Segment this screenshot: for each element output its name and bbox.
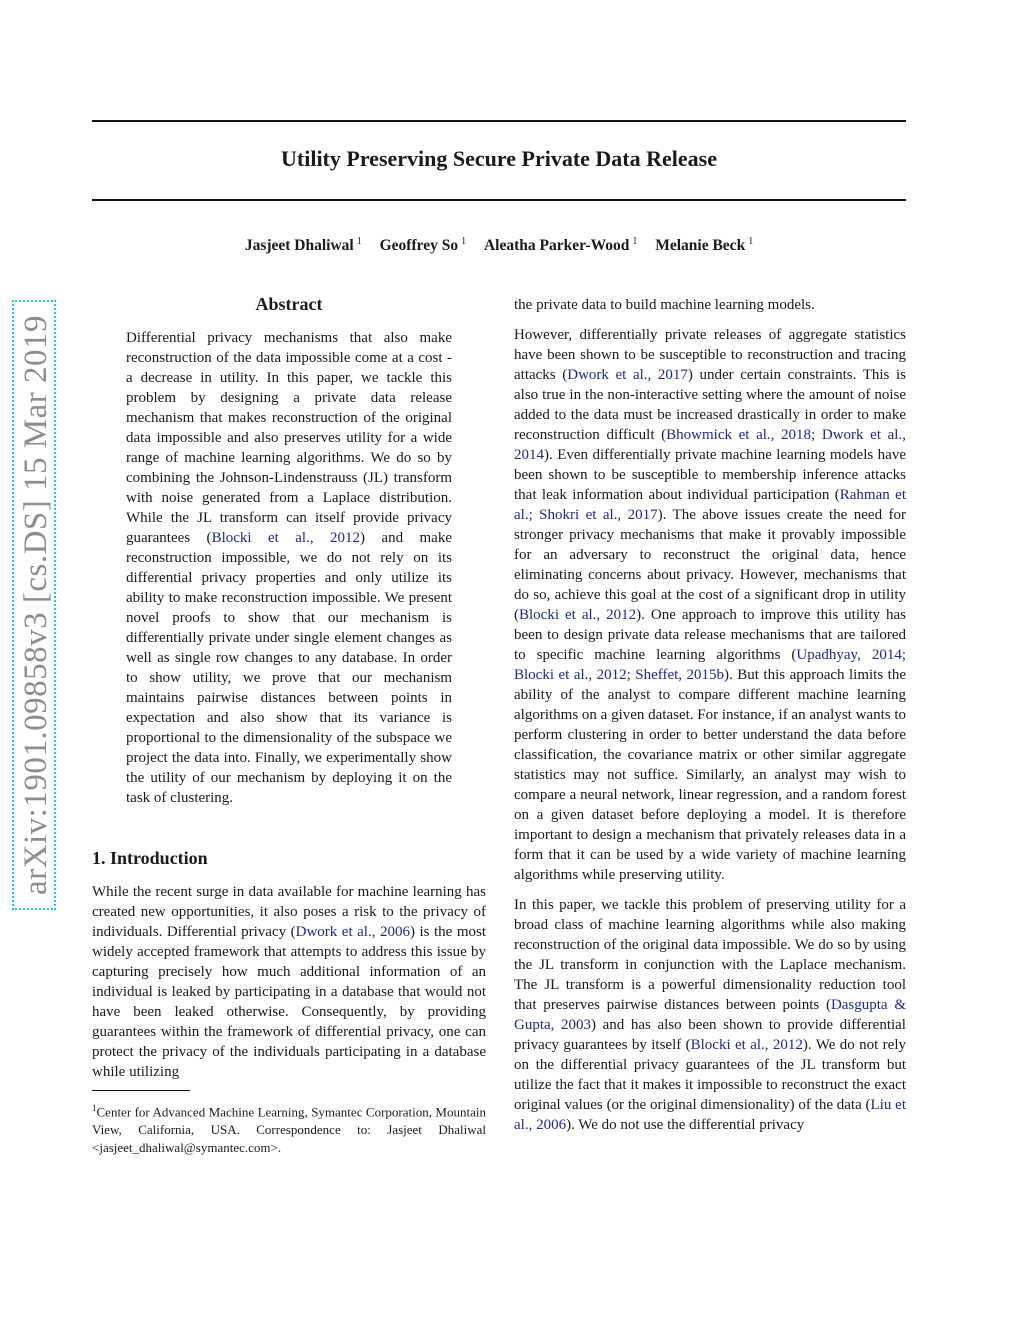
right-column: [514, 295, 906, 1145]
intro-paragraph-1-continued: the private data to build machine learning models.: [514, 297, 815, 313]
affiliation-footnote: $^1$Center for Advanced Machine Learning, Symantec Corporation, Mountain View, California, USA. Correspondence to: Jasjeet Dhaliwal <jasjeet_dhaliwal@symantec.com>.: [92, 1103, 486, 1156]
arxiv-identifier[interactable]: arXiv:1901.09858v3 [cs.DS] 15 Mar 2019: [12, 300, 56, 910]
author: Jasjeet Dhaliwal $^1$: [244, 236, 362, 255]
citation-link[interactable]: Blocki et al., 2012: [519, 607, 637, 623]
title-rule-top: [92, 120, 906, 122]
author-list: [92, 236, 906, 255]
introduction-heading: 1. Introduction: [92, 848, 208, 868]
intro-paragraph-1: While the recent surge in data available for machine learning has created new opportunities, it also poses a risk to the privacy of individuals. Differential privacy (Dwork et al., 2006) is the most widely accepted framework that attempts to address this issue by capturing precisely how much additional information of an individual is leaked by participating in a database that would not have been leaked otherwise. Consequently, by providing guarantees within the framework of differential privacy, one can protect the privacy of the individuals participating in a database while utilizing: [92, 884, 487, 1080]
author: Aleatha Parker-Wood $^1$: [483, 236, 638, 255]
footnote-rule: [92, 1090, 190, 1091]
author: Geoffrey So $^1$: [379, 236, 467, 255]
abstract-body: Differential privacy mechanisms that also make reconstruction of the data impossible come at a cost - a decrease in utility. In this paper, we tackle this problem by designing a private data release mechanism that makes reconstruction of the original data impossible and also preserves utility for a wide range of machine learning algorithms. We do so by combining the Johnson-Lindenstrauss (JL) transform with noise generated from a Laplace distribution. While the JL transform can itself provide privacy guarantees (Blocki et al., 2012) and make reconstruction impossible, we do not rely on its differential privacy properties and only utilize its ability to make reconstruction impossible. We present novel proofs to show that our mechanism is differentially private under single element changes as well as single row changes to any database. In order to show utility, we prove that our mechanism maintains pairwise distances between points in expectation and also show that its variance is proportional to the dimensionality of the subspace we project the data into. Finally, we experimentally show the utility of our mechanism by deploying it on the task of clustering.: [126, 330, 452, 806]
citation-link[interactable]: Upadhyay, 2014; Blocki et al., 2012; Sheffet, 2015b: [514, 647, 906, 683]
abstract-heading: Abstract: [255, 294, 323, 314]
citation-link[interactable]: Dwork et al., 2017: [567, 367, 688, 383]
citation-link[interactable]: Blocki et al., 2012: [211, 530, 360, 546]
citation-link[interactable]: Dwork et al., 2006: [295, 924, 410, 940]
intro-paragraph-3: In this paper, we tackle this problem of preserving utility for a broad class of machine learning algorithms while also making reconstruction of the original data impossible. We do so by using the JL transform in conjunction with the Laplace mechanism. The JL transform is a powerful dimensionality reduction tool that preserves pairwise distances between points (Dasgupta & Gupta, 2003) and has also been shown to provide differential privacy guarantees by itself (Blocki et al., 2012). We do not rely on the differential privacy guarantees of the JL transform but utilize the fact that it makes it impossible to reconstruct the exact original values (or the original dimensionality) of the data (Liu et al., 2006). We do not use the differential privacy: [514, 897, 906, 1133]
left-column: [92, 292, 486, 1157]
citation-link[interactable]: Dasgupta & Gupta, 2003: [514, 997, 906, 1033]
citation-link[interactable]: Liu et al., 2006: [514, 1097, 906, 1133]
citation-link[interactable]: Rahman et al.; Shokri et al., 2017: [514, 487, 906, 523]
intro-paragraph-2: However, differentially private releases of aggregate statistics have been shown to be susceptible to reconstruction and tracing attacks (Dwork et al., 2017) under certain constraints. This is also true in the non-interactive setting where the amount of noise added to the data must be increased drastically in order to make reconstruction difficult (Bhowmick et al., 2018; Dwork et al., 2014). Even differentially private machine learning models have been shown to be susceptible to membership inference attacks that leak information about individual participation (Rahman et al.; Shokri et al., 2017). The above issues create the need for stronger privacy mechanisms that make it provably impossible for an adversary to reconstruct the original data, hence eliminating concerns about privacy. However, mechanisms that do so, achieve this goal at the cost of a significant drop in utility (Blocki et al., 2012). One approach to improve this utility has been to design private data release mechanisms that are tailored to specific machine learning algorithms (Upadhyay, 2014; Blocki et al., 2012; Sheffet, 2015b). But this approach limits the ability of the analyst to compare different machine learning algorithms on a given dataset. For instance, if an analyst wants to perform clustering in order to better understand the data before classification, the covariance matrix or other similar aggregate statistics may not suffice. Similarly, an analyst may wish to compare a neural network, linear regression, and a random forest on a given dataset before deploying a model. It is therefore important to design a mechanism that privately releases data in a form that it can be used by a wide variety of machine learning algorithms while preserving utility.: [514, 327, 907, 883]
citation-link[interactable]: Blocki et al., 2012: [690, 1037, 803, 1053]
author: Melanie Beck $^1$: [655, 236, 754, 255]
paper-title: Utility Preserving Secure Private Data Release: [281, 146, 717, 171]
citation-link[interactable]: Bhowmick et al., 2018; Dwork et al., 2014: [514, 427, 906, 463]
title-rule-bottom: [92, 199, 906, 201]
